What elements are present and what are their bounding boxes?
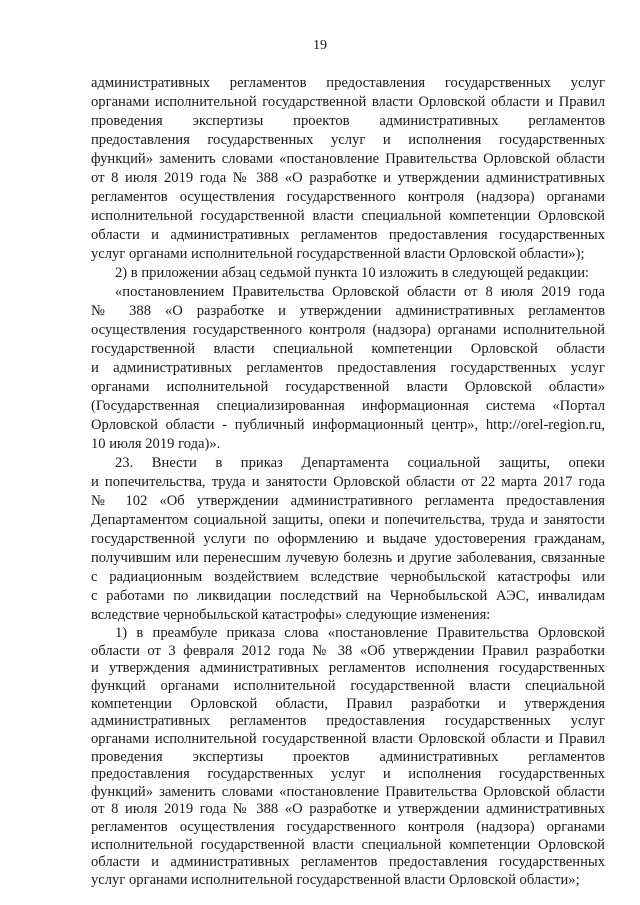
text-line: регламентов осуществления государственного контроля (надзора) органами	[91, 189, 605, 205]
text-line: вследствие чернобыльской катастрофы» следующие изменения:	[91, 607, 491, 623]
text-line: с радиационным воздействием вследствие чернобыльской катастрофы или	[91, 569, 605, 585]
text-line: «постановлением Правительства Орловской области от 8 июля 2019 года	[115, 284, 605, 300]
text-line: органами исполнительной государственной власти Орловской области»	[91, 379, 605, 395]
text-line: проведения экспертизы проектов административных регламентов	[91, 113, 605, 129]
text-line: предоставления государственных услуг и исполнения государственных	[91, 132, 605, 148]
text-line: исполнительной государственной власти специальной компетенции Орловской	[91, 836, 605, 853]
text-line: осуществления государственного контроля (надзора) органами исполнительной	[91, 322, 605, 338]
text-line: Департаментом социальной защиты, опеки и попечительства, труда и занятости	[91, 512, 605, 528]
text-line: административных регламентов предоставления государственных услуг	[91, 75, 605, 91]
text-line: области и административных регламентов предоставления государственных	[91, 227, 605, 243]
text-line: области от 3 февраля 2012 года № 38 «Об утверждении Правил разработки	[91, 642, 605, 659]
text-line: функций органами исполнительной государственной власти специальной	[91, 677, 605, 694]
text-line: и административных регламентов предоставления государственных услуг	[91, 360, 605, 376]
page-number: 19	[313, 38, 327, 53]
text-line: органами исполнительной государственной власти Орловской области и Правил	[91, 730, 605, 747]
text-line: (Государственная специализированная информационная система «Портал	[91, 398, 605, 414]
text-line: № 388 «О разработке и утверждении административных регламентов	[91, 303, 605, 319]
text-line: 10 июля 2019 года)».	[91, 436, 221, 452]
text-line: Орловской области - публичный информационный центр», http://orel-region.ru,	[91, 417, 605, 433]
text-line: услуг органами исполнительной государственной власти Орловской области»;	[91, 872, 580, 888]
text-line: области и административных регламентов предоставления государственных	[91, 854, 605, 871]
text-line: 1) в преамбуле приказа слова «постановление Правительства Орловской	[115, 625, 605, 641]
text-line: компетенции Орловской области, Правил разработки и утверждения	[91, 695, 605, 712]
text-line: функций» заменить словами «постановление Правительства Орловской области	[91, 783, 605, 800]
text-line: органами исполнительной государственной власти Орловской области и Правил	[91, 94, 605, 110]
text-line: 2) в приложении абзац седьмой пункта 10 изложить в следующей редакции:	[115, 265, 590, 281]
text-line: регламентов осуществления государственного контроля (надзора) органами	[91, 819, 605, 836]
text-line: проведения экспертизы проектов административных регламентов	[91, 748, 605, 765]
text-line: государственной услуги по оформлению и выдаче удостоверения гражданам,	[91, 531, 605, 547]
text-line: исполнительной государственной власти специальной компетенции Орловской	[91, 208, 605, 224]
text-line: государственной власти специальной компетенции Орловской области	[91, 341, 605, 357]
text-line: функций» заменить словами «постановление Правительства Орловской области	[91, 151, 605, 167]
text-line: получившим или перенесшим лучевую болезнь и другие заболевания, связанные	[91, 550, 605, 566]
text-line: № 102 «Об утверждении административного регламента предоставления	[91, 493, 605, 509]
text-line: и попечительства, труда и занятости Орловской области от 22 марта 2017 года	[91, 474, 605, 490]
text-line: от 8 июля 2019 года № 388 «О разработке и утверждении административных	[91, 801, 605, 818]
text-line: 23. Внести в приказ Департамента социальной защиты, опеки	[115, 455, 605, 471]
text-line: предоставления государственных услуг и исполнения государственных	[91, 766, 605, 783]
text-line: с работами по ликвидации последствий на Чернобыльской АЭС, инвалидам	[91, 588, 605, 604]
text-line: услуг органами исполнительной государственной власти Орловской области»);	[91, 246, 585, 262]
text-line: и утверждения административных регламентов исполнения государственных	[91, 660, 605, 677]
text-line: административных регламентов предоставления государственных услуг	[91, 713, 605, 730]
text-line: от 8 июля 2019 года № 388 «О разработке и утверждении административных	[91, 170, 605, 186]
